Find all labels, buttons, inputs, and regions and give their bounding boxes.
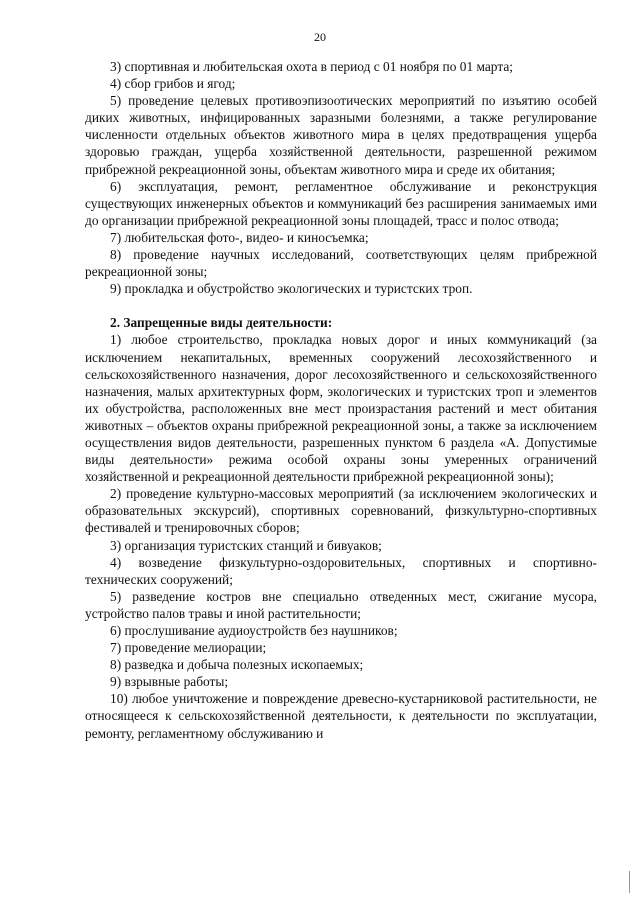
allowed-item-7: 7) любительская фото-, видео- и киносъемка; [110, 229, 369, 245]
allowed-item-3: 3) спортивная и любительская охота в период с 01 ноября по 01 марта; [110, 59, 514, 74]
prohibited-item-6: 6) прослушивание аудиоустройств без наушников; [110, 623, 398, 638]
allowed-item-5: 5) проведение целевых противоэпизоотических мероприятий по изъятию особей диких животных, инфицированных заразными болезнями, а также регулирование численности отдельных объектов животного мира в целях предотвращения ущерба здоровью граждан, ущерба хозяйственной деятельности, разрешенной режимом прибрежной рекреационной зоны, объектам животного мира и среде их обитания; [85, 93, 597, 177]
prohibited-item-5: 5) разведение костров вне специально отведенных мест, сжигание мусора, устройство палов травы и иной растительности; [85, 588, 597, 621]
scan-edge-mark [629, 871, 630, 893]
prohibited-item-7: 7) проведение мелиорации; [110, 640, 267, 656]
prohibited-item-8: 8) разведка и добыча полезных ископаемых; [110, 657, 364, 673]
prohibited-item-2: 2) проведение культурно-массовых мероприятий (за исключением экологических и образовательных экскурсий), спортивных соревнований, физкультурно-спортивных фестивалей и тренировочных сборов; [85, 486, 597, 536]
prohibited-section-heading: 2. Запрещенные виды деятельности: [110, 315, 333, 331]
prohibited-item-9: 9) взрывные работы; [110, 674, 229, 690]
page-number: 20 [314, 30, 326, 44]
allowed-item-6: 6) эксплуатация, ремонт, регламентное обслуживание и реконструкция существующих инженерных объектов и коммуникаций без расширения занимаемых ими до организации прибрежной рекреационной зоны площадей, трасс и полос отвода; [85, 178, 597, 228]
allowed-item-8: 8) проведение научных исследований, соответствующих целям прибрежной рекреационной зоны; [85, 247, 597, 280]
document-body [85, 58, 597, 742]
prohibited-item-4: 4) возведение физкультурно-оздоровительных, спортивных и спортивно-технических сооружений; [85, 554, 597, 587]
prohibited-item-3: 3) организация туристских станций и бивуаков; [110, 537, 382, 553]
prohibited-item-1: 1) любое строительство, прокладка новых дорог и иных коммуникаций (за исключением некапитальных, временных сооружений лесохозяйственного и сельскохозяйственного назначения, дорог лесохозяйственного и сельскохозяйственного назначения, малых архитектурных форм, экологических и туристских троп и элементов их обустройства, расположенных вне мест произрастания растений и мест обитания животных – объектов охраны прибрежной рекреационной зоны, а также за исключением осуществления видов деятельности, разрешенных пунктом 6 раздела «А. Допустимые виды деятельности» режима особой охраны зоны умеренных ограничений хозяйственной и рекреационной деятельности прибрежной рекреационной зоны); [85, 332, 597, 485]
prohibited-item-10: 10) любое уничтожение и повреждение древесно-кустарниковой растительности, не относящееся к сельскохозяйственной деятельности, к деятельности по эксплуатации, ремонту, регламентному обслуживанию и [85, 691, 597, 741]
allowed-item-9: 9) прокладка и обустройство экологических и туристских троп. [110, 281, 473, 297]
allowed-item-4: 4) сбор грибов и ягод; [110, 76, 236, 92]
